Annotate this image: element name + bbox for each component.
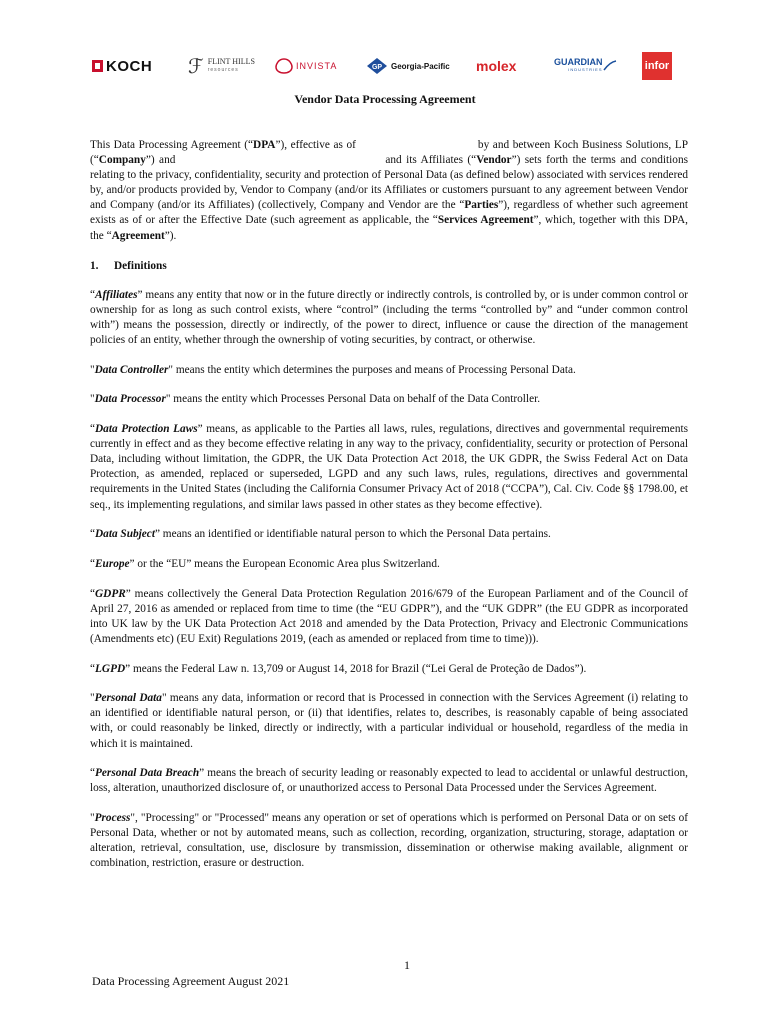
definition-text: , "Processing" or "Processed" means any operation or set of operations which is performed on Personal Data or on sets of Personal Data, whether or not by automated means, such as collection, recording, organization, structuring, storage, adaptation or alteration, retrieval, consultation, use, disclosure by transmission, dissemination or otherwise making available, alignment or combination, restriction, erasure or destruction. (90, 812, 688, 870)
definition-open-quote: “ (90, 557, 96, 570)
definition-term: Data Protection Laws (95, 423, 198, 436)
definition-term: Personal Data (94, 692, 162, 705)
definition-close-quote: ” (125, 662, 131, 675)
guardian-logo: GUARDIAN INDUSTRIES (554, 48, 617, 84)
definition-open-quote: “ (90, 587, 96, 600)
definition-term: Data Subject (95, 528, 155, 541)
logo-strip (88, 48, 688, 88)
page-footer: Data Processing Agreement August 2021 (92, 974, 290, 988)
koch-logo: KOCH (92, 48, 164, 84)
definition-term: Affiliates (95, 288, 138, 301)
definition-text: means the Federal Law n. 13,709 or August 14, 2018 for Brazil (“Lei Geral de Proteção de Dados”). (130, 662, 587, 675)
definition-text: means the breach of security leading or reasonably expected to lead to accidental or unlawful destruction, loss, alteration, unauthorized disclosure of, or unauthorized access to Personal Data Processed under the Services Agreement. (90, 767, 688, 795)
document-body (90, 138, 688, 886)
definition-term: Data Processor (94, 393, 166, 406)
definition-text: means an identified or identifiable natural person to which the Personal Data pertains. (159, 528, 551, 541)
definition-open-quote: " (90, 393, 95, 406)
definition-term: Data Controller (94, 363, 169, 376)
definition-text: or the “EU” means the European Economic Area plus Switzerland. (134, 557, 440, 570)
definition-close-quote: ” (154, 528, 160, 541)
definition-close-quote: " (165, 393, 171, 406)
definition-text: means, as applicable to the Parties all laws, rules, regulations, directives and governmental requirements currently in effect and as they become effective relating in any way to the privacy, confidentiality, security or protection of Personal Data, including without limitation, the GDPR, the UK Data Protection Act 2018, the UK GDPR, the Swiss Federal Act on Data Protection, as amended, replaced or superseded, LGPD and any such laws, rules, regulations, directives and governmental requirements in the United States (including the California Consumer Privacy Act of 2018 (“CCPA”), Cal. Civ. Code §§ 1798.00, et seq., its implementing regulations, and similar laws passed in other states as they become effective). (90, 423, 688, 511)
invista-mark-icon (274, 57, 294, 75)
definition-close-quote: ” (199, 767, 205, 780)
definition-open-quote: “ (90, 423, 96, 436)
definition-item (90, 527, 688, 542)
definition-item (90, 363, 688, 378)
definition-term: GDPR (95, 587, 126, 600)
definition-close-quote: " (168, 363, 174, 376)
georgia-pacific-logo: GP Georgia-Pacific (366, 48, 450, 84)
definition-term: Personal Data Breach (95, 767, 200, 780)
definition-open-quote: " (90, 692, 95, 705)
definition-close-quote: ” (197, 423, 203, 436)
flint-hills-mark-icon: ℱ (188, 55, 204, 78)
definition-open-quote: “ (90, 662, 96, 675)
definition-item (90, 557, 688, 572)
definition-open-quote: " (90, 812, 95, 825)
infor-logo: infor (642, 48, 672, 84)
definition-item (90, 662, 688, 677)
definition-text: means any entity that now or in the future directly or indirectly controls, is controlled by, or is under common control or ownership for as long as such control exists, where “control” (including the terms “controlled by” and “under common control with”) means the possession, directly or indirectly, of the power to direct, influence or cause the direction of the management policies of an entity, whether through the ownership of voting securities, by contract, or otherwise. (90, 288, 688, 347)
definition-item (90, 691, 688, 751)
definition-text: means the entity which determines the purposes and means of Processing Personal Data. (173, 363, 576, 376)
page-number: 1 (404, 958, 410, 972)
definition-open-quote: " (90, 363, 95, 376)
document-title: Vendor Data Processing Agreement (294, 92, 476, 106)
gp-mark-icon (366, 57, 388, 75)
invista-logo: INVISTA (274, 48, 337, 84)
definition-term: Europe (95, 557, 130, 570)
definitions-list (90, 288, 688, 872)
definition-close-quote: ” (129, 557, 135, 570)
definition-open-quote: “ (90, 288, 96, 301)
definition-open-quote: “ (90, 767, 96, 780)
flint-hills-logo: ℱ FLINT HILLS resources (188, 55, 255, 78)
definition-item (90, 587, 688, 647)
section-heading-definitions: 1. Definitions (90, 259, 167, 272)
definition-close-quote: ” (125, 587, 131, 600)
definition-term: Process (94, 812, 131, 825)
definition-item (90, 392, 688, 407)
definition-item (90, 288, 688, 348)
definition-close-quote: " (161, 692, 167, 705)
guardian-swoosh-icon (603, 60, 617, 72)
definition-item (90, 422, 688, 513)
definition-term: LGPD (95, 662, 126, 675)
definition-text: means collectively the General Data Protection Regulation 2016/679 of the European Parliament and of the Council of April 27, 2016 as amended or replaced from time to time (the “EU GDPR”), and the “UK GDPR” (the EU GDPR as incorporated into UK law by the UK Data Protection Act 2018 and amended by the Data Protection, Privacy and Electronic Communications (Amendments etc) (EU Exit) Regulations 2019, (each as amended or replaced from time to time))). (90, 587, 688, 645)
molex-logo: molex (476, 58, 517, 74)
definition-item (90, 811, 688, 871)
definition-item (90, 766, 688, 796)
svg-text:GP: GP (371, 64, 383, 71)
definition-open-quote: “ (90, 528, 96, 541)
definition-close-quote: ” (137, 288, 143, 301)
definition-text: means any data, information or record that is Processed in connection with the Services Agreement (i) relating to an identified or identifiable natural person, or (ii) that identifies, relates to, describes, is reasonably capable of being associated with, or could reasonably be linked, directly or indirectly, with a particular individual or household, regardless of the media in which it is maintained. (90, 692, 688, 750)
definition-close-quote: " (130, 812, 136, 825)
definition-text: means the entity which Processes Personal Data on behalf of the Data Controller. (170, 393, 541, 406)
intro-paragraph: This Data Processing Agreement (“DPA”), effective as of by and between Koch Business Solutions, LP (“Company”) and and its Affiliates (“Vendor”) sets forth the terms and conditions relating to the privacy, confidentiality, security and protection of Personal Data (as defined below) associated with services rendered by, and/or products provided by, Vendor to Company (and/or its Affiliates or customers pursuant to any agreement between Vendor and Company (and/or its Affiliates) (collectively, Company and Vendor are the “Parties”), regardless of whether such agreement exists as of or after the Effective Date (such agreement as applicable, the “Services Agreement”, which, together with this DPA, the “Agreement”). (90, 139, 689, 242)
